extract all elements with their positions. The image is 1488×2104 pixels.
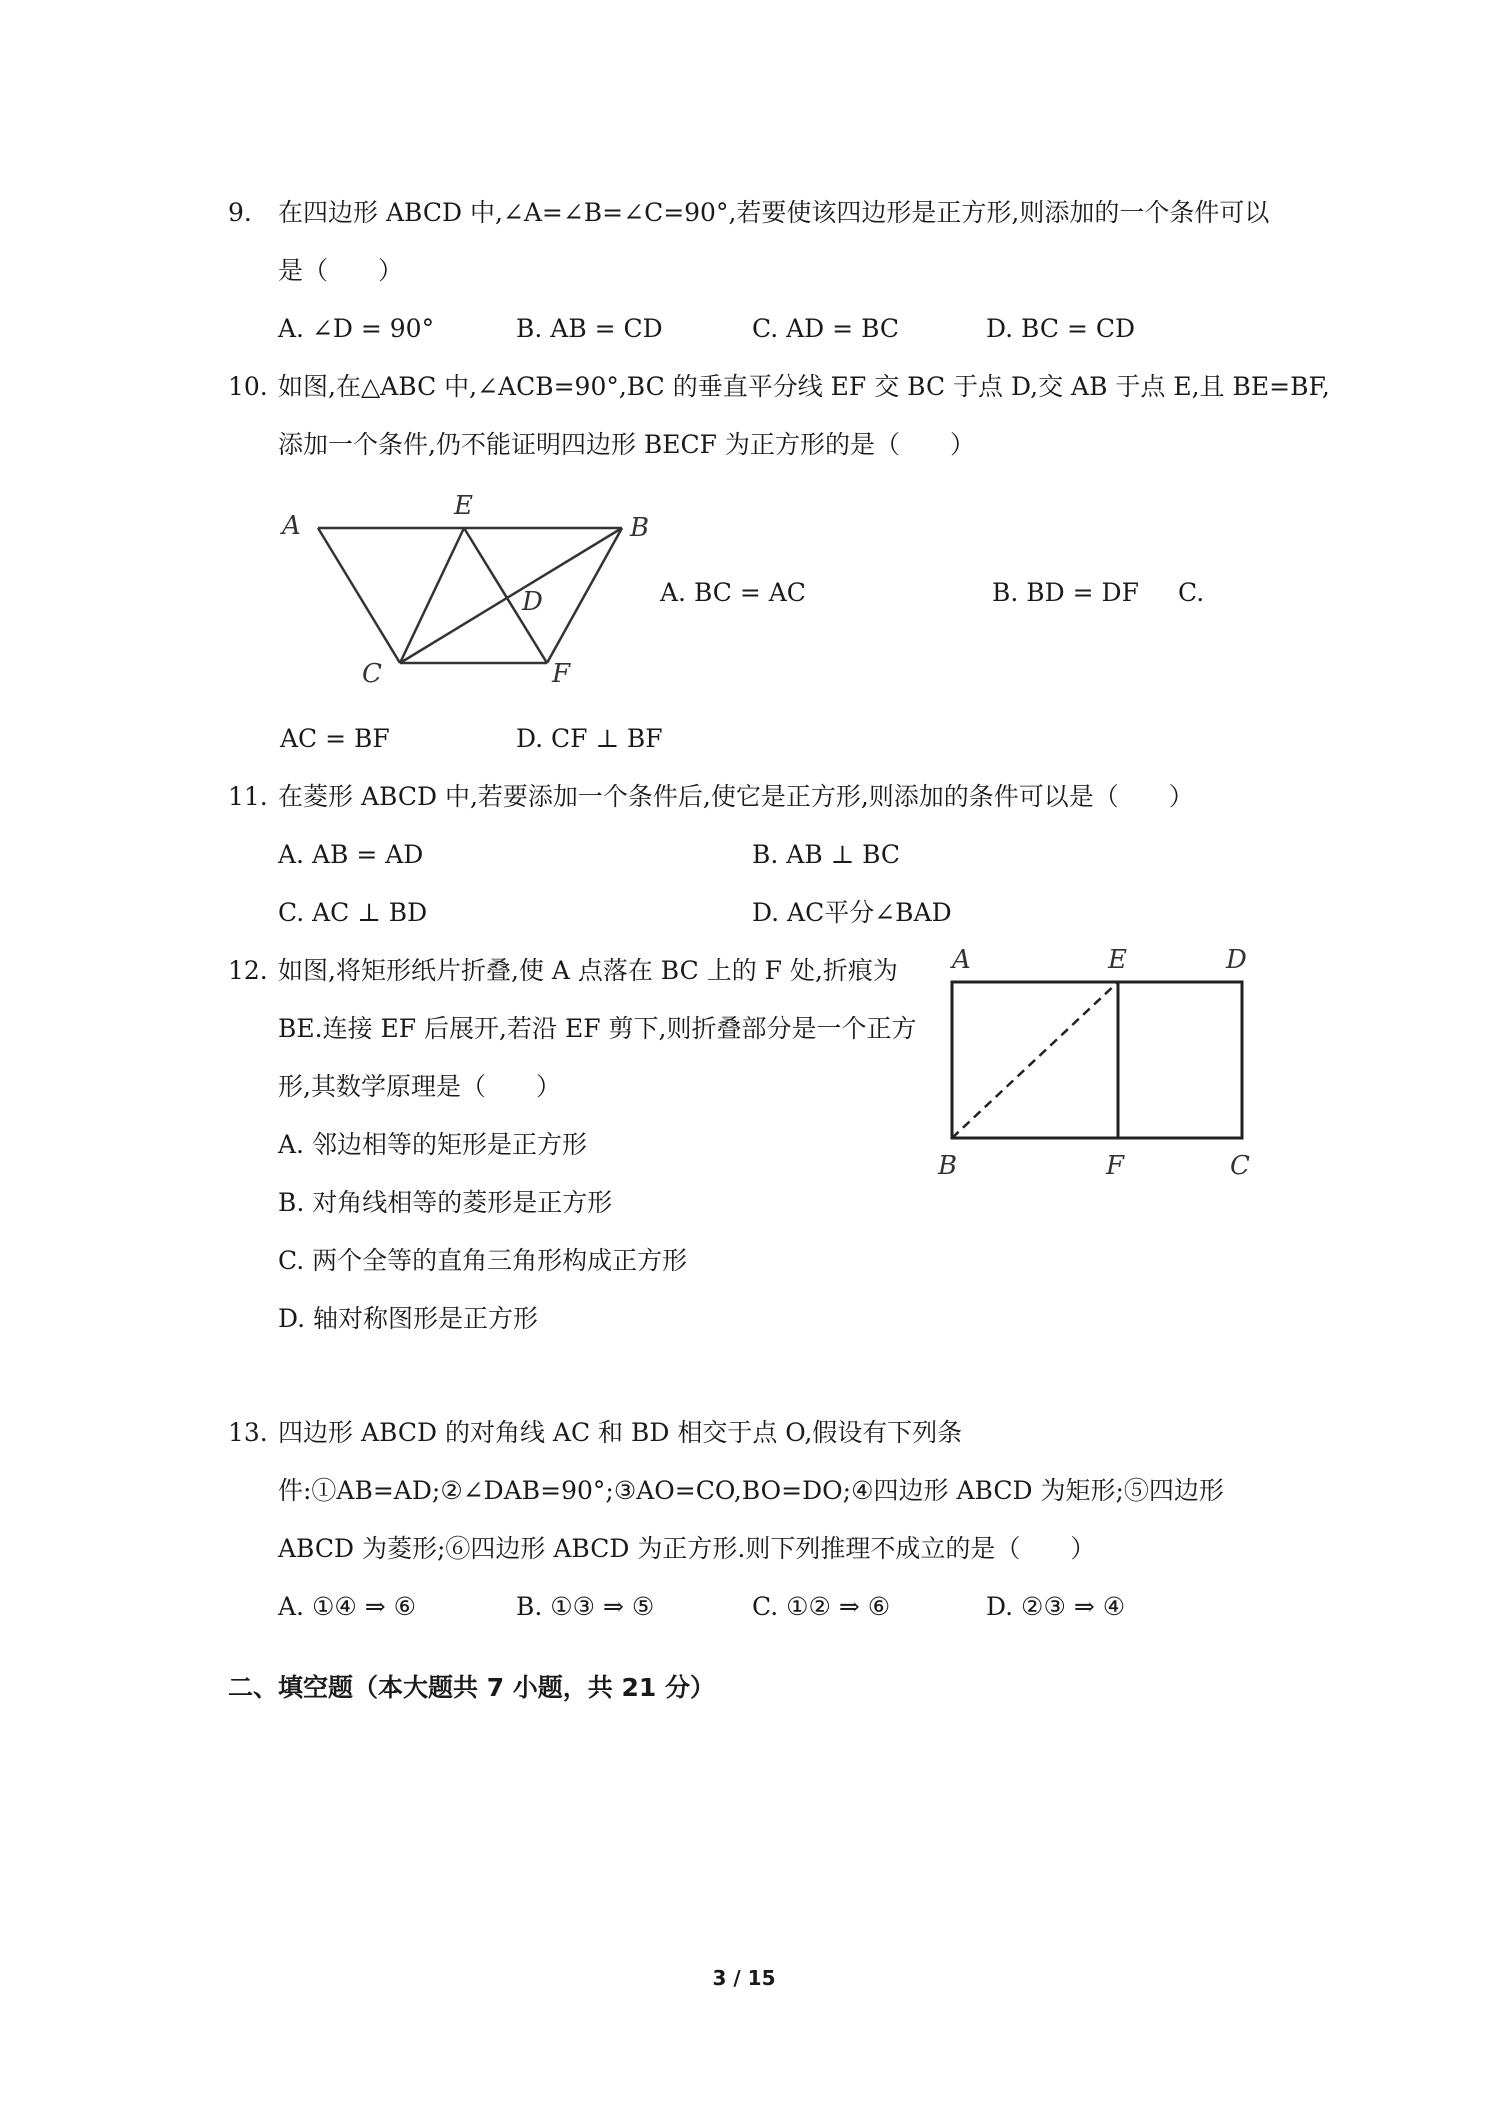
q11-stem: 在菱形 ABCD 中,若要添加一个条件后,使它是正方形,则添加的条件可以是（ ） (278, 782, 1194, 811)
label-c: C (362, 659, 382, 689)
q12-stem-line3: 形,其数学原理是（ ） (278, 1072, 561, 1101)
q12-stem-line1: 如图,将矩形纸片折叠,使 A 点落在 BC 上的 F 处,折痕为 (278, 956, 898, 985)
q12-stem-line2: BE.连接 EF 后展开,若沿 EF 剪下,则折叠部分是一个正方 (278, 1014, 917, 1043)
label-d: D (1226, 945, 1247, 975)
q9-option-c: C. AD = BC (752, 314, 900, 343)
label-e: E (1108, 945, 1127, 975)
label-f: F (1106, 1151, 1125, 1181)
label-e: E (454, 491, 473, 521)
q11-option-c: C. AC ⊥ BD (278, 898, 428, 927)
q11-option-d: D. AC平分∠BAD (752, 898, 952, 927)
q10-option-c-head: C. (1178, 578, 1205, 607)
rectangle-abcd (952, 982, 1242, 1138)
label-f: F (552, 659, 571, 689)
segment-bf (547, 528, 622, 663)
q9-stem-line2: 是（ ） (278, 256, 404, 285)
q11-option-b: B. AB ⊥ BC (752, 840, 901, 869)
label-a: A (282, 511, 301, 541)
q9-number: 9. (228, 198, 252, 227)
q13-option-d: D. ②③ ⇒ ④ (986, 1592, 1126, 1621)
label-b: B (630, 513, 650, 543)
q9-option-a: A. ∠D = 90° (278, 314, 435, 343)
label-a: A (952, 945, 971, 975)
q10-option-d: D. CF ⊥ BF (516, 724, 663, 753)
label-d: D (522, 587, 543, 617)
fold-line-be (952, 982, 1118, 1138)
q10-stem-line2: 添加一个条件,仍不能证明四边形 BECF 为正方形的是（ ） (278, 430, 975, 459)
q10-option-a: A. BC = AC (660, 578, 806, 607)
q10-option-b: B. BD = DF (992, 578, 1139, 607)
q9-option-d: D. BC = CD (986, 314, 1136, 343)
q10-stem-line1: 如图,在△ABC 中,∠ACB=90°,BC 的垂直平分线 EF 交 BC 于点 D,交 AB 于点 E,且 BE=BF, (278, 372, 1330, 401)
q9-stem-line1: 在四边形 ABCD 中,∠A=∠B=∠C=90°,若要使该四边形是正方形,则添加的一个条件可以 (278, 198, 1270, 227)
q13-stem-line3: ABCD 为菱形;⑥四边形 ABCD 为正方形.则下列推理不成立的是（ ） (278, 1534, 1096, 1563)
q12-option-b: B. 对角线相等的菱形是正方形 (278, 1188, 613, 1217)
q13-number: 13. (228, 1418, 268, 1447)
q13-stem-line2: 件:①AB=AD;②∠DAB=90°;③AO=CO,BO=DO;④四边形 ABCD 为矩形;⑤四边形 (278, 1476, 1224, 1505)
q11-option-a: A. AB = AD (278, 840, 424, 869)
label-b: B (938, 1151, 958, 1181)
q10-figure (280, 490, 650, 690)
section-title: 二、填空题（本大题共 7 小题，共 21 分） (228, 1673, 716, 1702)
q13-option-a: A. ①④ ⇒ ⑥ (278, 1592, 417, 1621)
q12-figure (930, 945, 1260, 1188)
q13-option-c: C. ①② ⇒ ⑥ (752, 1592, 891, 1621)
page-number: 3 / 15 (712, 1966, 776, 1990)
q10-option-c-tail: AC = BF (280, 724, 390, 753)
q10-number: 10. (228, 372, 268, 401)
q11-number: 11. (228, 782, 268, 811)
segment-ac (318, 528, 400, 663)
label-c: C (1230, 1151, 1250, 1181)
q12-option-d: D. 轴对称图形是正方形 (278, 1304, 539, 1333)
q9-option-b: B. AB = CD (516, 314, 663, 343)
q13-option-b: B. ①③ ⇒ ⑤ (516, 1592, 655, 1621)
q12-option-a: A. 邻边相等的矩形是正方形 (278, 1130, 587, 1159)
q12-option-c: C. 两个全等的直角三角形构成正方形 (278, 1246, 688, 1275)
q13-stem-line1: 四边形 ABCD 的对角线 AC 和 BD 相交于点 O,假设有下列条 (278, 1418, 963, 1447)
q12-number: 12. (228, 956, 268, 985)
